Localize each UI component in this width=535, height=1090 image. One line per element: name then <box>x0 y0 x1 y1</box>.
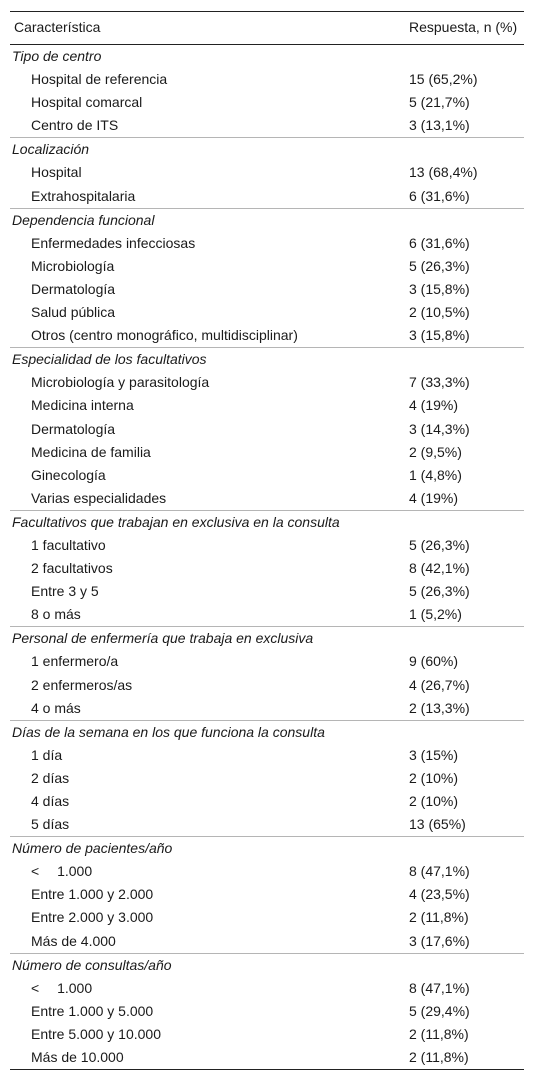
row-label: Entre 2.000 y 3.000 <box>31 909 154 926</box>
row-value: 6 (31,6%) <box>409 234 470 251</box>
row-value: 5 (21,7%) <box>409 94 470 111</box>
table-row <box>10 418 524 441</box>
row-value: 4 (19%) <box>409 397 459 414</box>
table-row <box>10 790 524 813</box>
table-row <box>10 185 524 209</box>
row-label: 5 días <box>31 816 70 833</box>
row-value: 8 (47,1%) <box>409 863 470 880</box>
table-row <box>10 580 524 603</box>
section-header-row <box>10 720 524 744</box>
table-row <box>10 324 524 348</box>
row-label: 1 día <box>31 746 63 763</box>
section-title: Especialidad de los facultativos <box>10 348 524 372</box>
row-label: Entre 1.000 y 2.000 <box>31 886 154 903</box>
row-value: 3 (13,1%) <box>409 117 470 134</box>
table-row <box>10 114 524 138</box>
row-label: Más de 10.000 <box>10 1046 401 1070</box>
table-row <box>10 977 524 1000</box>
row-value: 6 (31,6%) <box>409 187 470 204</box>
row-label: 4 o más <box>31 699 81 716</box>
table-row <box>10 487 524 511</box>
table-row <box>10 534 524 557</box>
row-value: 2 (10%) <box>409 769 459 786</box>
table-row <box>10 232 524 255</box>
table-body <box>10 45 524 1070</box>
table-row <box>10 697 524 721</box>
row-value: 5 (29,4%) <box>409 1002 470 1019</box>
row-value: 4 (26,7%) <box>409 676 470 693</box>
row-label: 1 enfermero/a <box>31 653 119 670</box>
row-label: Microbiología <box>31 257 115 274</box>
table-row <box>10 860 524 883</box>
row-label: 8 o más <box>31 606 81 623</box>
table-row <box>10 813 524 837</box>
row-label: 4 días <box>31 793 70 809</box>
table-row <box>10 68 524 91</box>
section-header-row <box>10 627 524 651</box>
row-label: Microbiología y parasitología <box>31 374 210 391</box>
table-row <box>10 767 524 790</box>
row-value: 5 (26,3%) <box>409 583 470 600</box>
characteristics-table-container <box>10 11 524 1070</box>
section-title: Localización <box>10 138 524 162</box>
row-value: 8 (47,1%) <box>409 979 470 996</box>
header-response: Respuesta, n (%) <box>409 19 518 36</box>
row-value: 7 (33,3%) <box>409 374 470 391</box>
row-label: Otros (centro monográfico, multidisciplinar) <box>31 327 298 344</box>
row-value: 13 (68,4%) <box>409 164 478 181</box>
row-label: Medicina interna <box>31 397 134 414</box>
table-row <box>10 301 524 324</box>
table-header <box>10 12 524 45</box>
row-value: 4 (19%) <box>409 489 459 506</box>
row-value: 2 (13,3%) <box>409 699 470 716</box>
row-value: 2 (11,8%) <box>409 1025 469 1042</box>
row-label: Hospital de referencia <box>31 71 168 88</box>
section-title: Tipo de centro <box>12 48 102 64</box>
row-label: Más de 4.000 <box>31 932 116 949</box>
section-title: Número de pacientes/año <box>10 837 524 861</box>
row-label: Medicina de familia <box>31 443 151 460</box>
row-value: 2 (10%) <box>409 793 459 809</box>
row-value: 2 (11,8%) <box>401 1046 524 1070</box>
section-title: Días de la semana en los que funciona la consulta <box>10 720 524 744</box>
row-label: Salud pública <box>31 304 116 321</box>
table-row <box>10 441 524 464</box>
characteristics-table <box>10 11 524 1070</box>
row-label: Hospital comarcal <box>31 94 143 111</box>
table-row <box>10 674 524 697</box>
section-header-row <box>10 510 524 534</box>
section-header-row <box>10 348 524 372</box>
row-label: < 1.000 <box>31 863 93 880</box>
row-value: 2 (10,5%) <box>409 304 470 321</box>
table-row <box>10 906 524 929</box>
table-row <box>10 1000 524 1023</box>
row-label: Hospital <box>31 164 82 181</box>
row-value: 15 (65,2%) <box>409 71 478 88</box>
table-row <box>10 394 524 417</box>
section-header-row <box>10 953 524 977</box>
row-label: Entre 3 y 5 <box>31 583 99 600</box>
section-title: Número de consultas/año <box>10 953 524 977</box>
table-row <box>10 1046 524 1070</box>
row-label: Dermatología <box>31 420 116 437</box>
table-row <box>10 557 524 580</box>
table-row <box>10 603 524 627</box>
table-row <box>10 278 524 301</box>
section-header-row <box>10 138 524 162</box>
row-value: 9 (60%) <box>409 653 459 670</box>
row-label: Enfermedades infecciosas <box>31 234 196 251</box>
row-label: < 1.000 <box>31 979 93 996</box>
table-row <box>10 91 524 114</box>
row-value: 8 (42,1%) <box>409 560 470 577</box>
row-value: 3 (15%) <box>409 746 459 763</box>
row-label: Extrahospitalaria <box>31 187 136 204</box>
table-row <box>10 161 524 184</box>
section-header-row <box>10 837 524 861</box>
row-value: 2 (11,8%) <box>409 909 469 926</box>
table-row <box>10 650 524 673</box>
table-row <box>10 371 524 394</box>
row-value: 3 (15,8%) <box>409 280 470 297</box>
section-header-row <box>10 45 524 69</box>
section-title: Personal de enfermería que trabaja en exclusiva <box>10 627 524 651</box>
row-value: 3 (15,8%) <box>409 327 470 344</box>
row-value: 1 (5,2%) <box>409 606 462 623</box>
section-header-row <box>10 208 524 232</box>
row-value: 2 (9,5%) <box>409 443 462 460</box>
row-label: Ginecología <box>31 466 106 483</box>
row-value: 3 (17,6%) <box>409 932 470 949</box>
row-value: 4 (23,5%) <box>409 886 470 903</box>
row-label: Dermatología <box>31 280 116 297</box>
row-value: 1 (4,8%) <box>409 466 462 483</box>
row-value: 5 (26,3%) <box>409 257 470 274</box>
row-value: 13 (65%) <box>409 816 466 833</box>
row-label: 2 días <box>31 769 70 786</box>
table-row <box>10 930 524 954</box>
table-row <box>10 464 524 487</box>
section-title: Dependencia funcional <box>10 208 524 232</box>
table-row <box>10 744 524 767</box>
row-label: 1 facultativo <box>31 536 106 553</box>
table-row <box>10 255 524 278</box>
row-label: 2 facultativos <box>31 560 113 577</box>
header-row <box>10 12 524 45</box>
row-label: Entre 1.000 y 5.000 <box>31 1002 154 1019</box>
row-label: 2 enfermeros/as <box>31 676 133 693</box>
row-value: 5 (26,3%) <box>409 536 470 553</box>
section-title: Facultativos que trabajan en exclusiva en la consulta <box>10 510 524 534</box>
header-characteristic: Característica <box>14 19 101 36</box>
row-label: Entre 5.000 y 10.000 <box>31 1025 161 1042</box>
table-row <box>10 883 524 906</box>
table-row <box>10 1023 524 1046</box>
row-label: Centro de ITS <box>31 117 119 134</box>
row-value: 3 (14,3%) <box>409 420 470 437</box>
row-label: Varias especialidades <box>31 489 167 506</box>
